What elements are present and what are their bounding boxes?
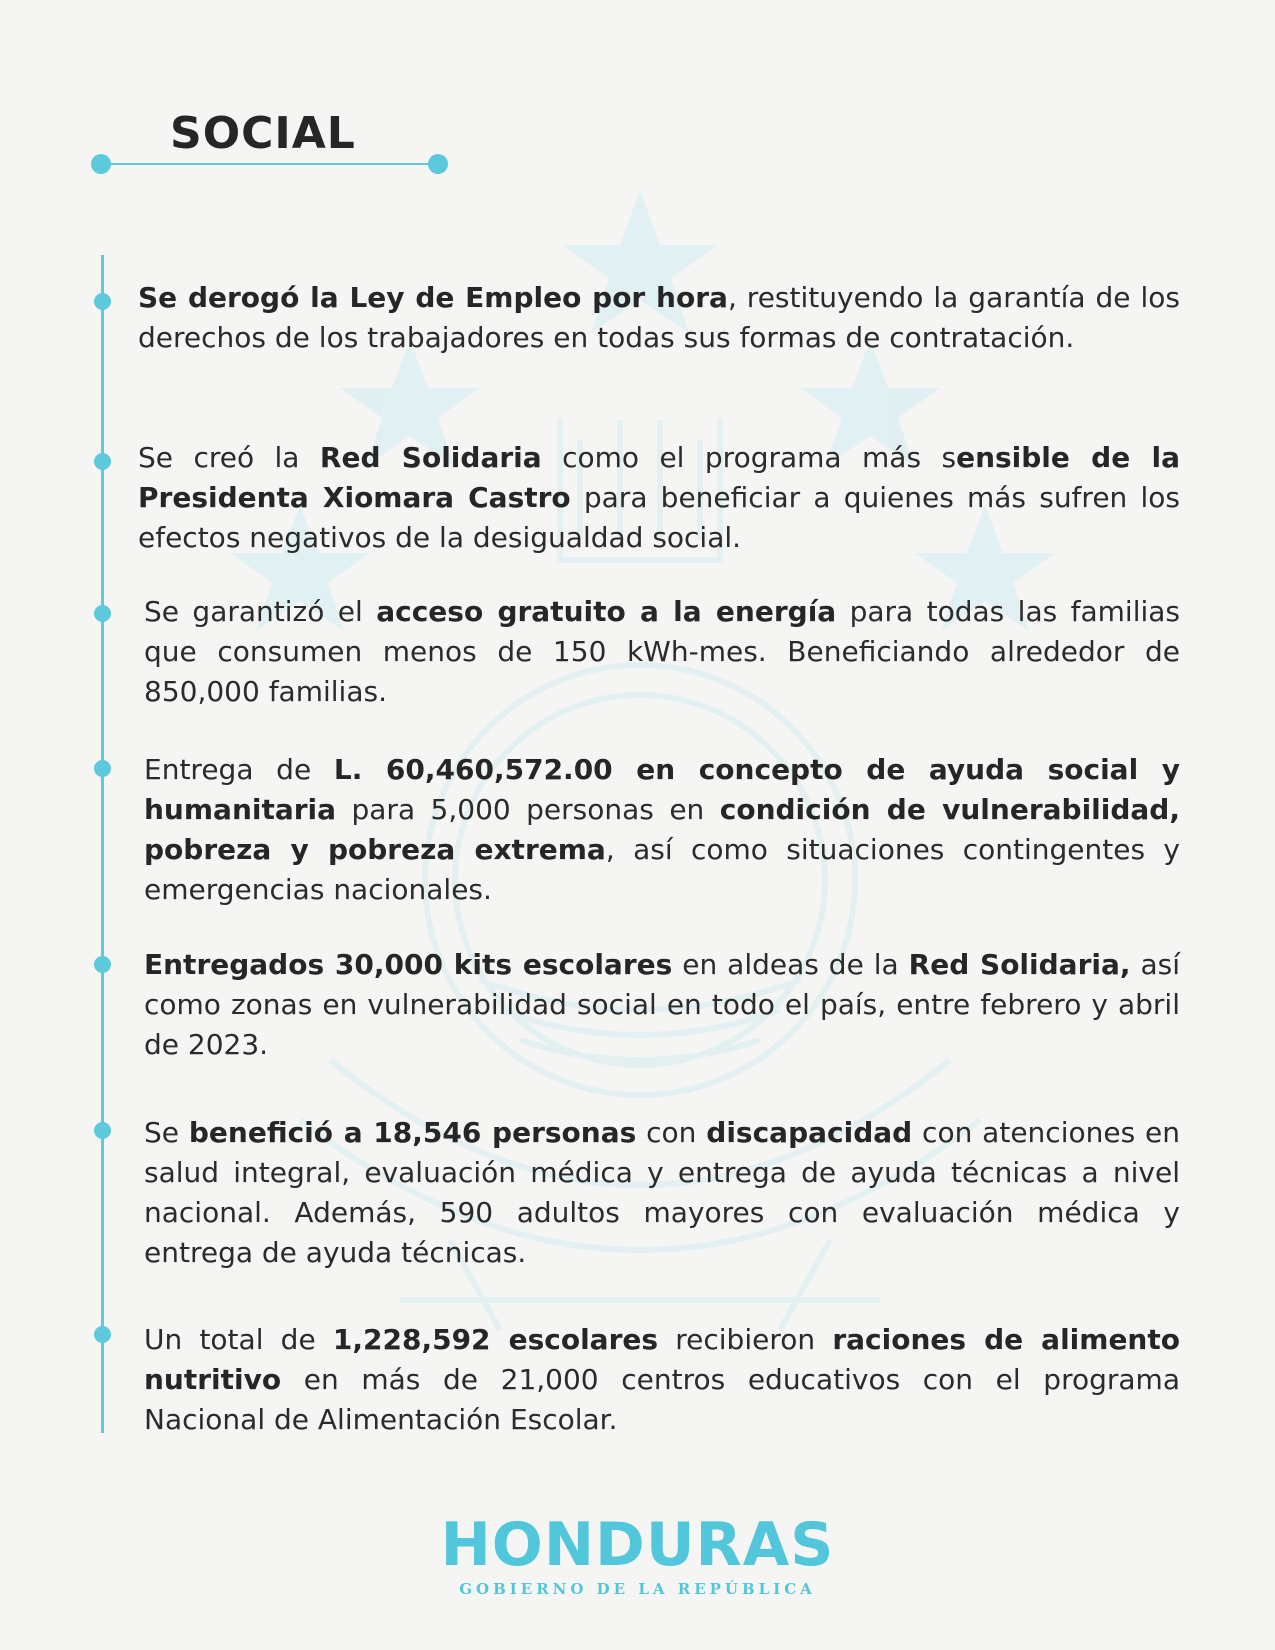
list-item: [144, 945, 1180, 1065]
bullet-dot-icon: [94, 293, 111, 310]
body-text: recibieron: [658, 1323, 833, 1356]
highlight-text: Entregados 30,000 kits escolares: [144, 948, 673, 981]
body-text: con atenciones en salud integral, evaluación médica y entrega de ayuda técnicas a nivel nacional. Además, 590 adultos mayores con evaluación médica y entrega de ayuda técnicas.: [144, 1116, 1180, 1269]
honduras-logo: HONDURAS: [440, 1510, 835, 1580]
highlight-text: acceso gratuito a la energía: [376, 595, 837, 628]
list-item: [144, 1113, 1180, 1273]
body-text: para todas las familias que consumen menos de 150 kWh-mes. Beneficiando alrededor de 850,000 familias.: [144, 595, 1180, 708]
highlight-text: ensible de la Presidenta Xiomara Castro: [138, 441, 1180, 514]
list-item: [144, 1320, 1180, 1440]
body-text: como el programa más s: [541, 441, 957, 474]
body-text: en aldeas de la: [672, 948, 909, 981]
highlight-text: condición de vulnerabilidad, pobreza y pobreza extrema: [144, 793, 1180, 866]
bullet-dot-icon: [94, 605, 111, 622]
list-item: [138, 438, 1180, 558]
page-title: SOCIAL: [170, 108, 356, 159]
highlight-text: Se derogó la Ley de Empleo por hora: [138, 281, 728, 314]
body-text: para beneficiar a quienes más sufren los efectos negativos de la desigualdad social.: [138, 481, 1180, 554]
bullet-dot-icon: [94, 453, 111, 470]
highlight-text: Red Solidaria: [319, 441, 542, 474]
body-text: Un total de: [144, 1323, 333, 1356]
list-item: [138, 278, 1180, 358]
timeline-line: [101, 255, 104, 1433]
highlight-text: benefició a 18,546 personas: [188, 1116, 637, 1149]
highlight-text: 1,228,592 escolares: [332, 1323, 659, 1356]
highlight-text: L. 60,460,572.00 en concepto de ayuda social y humanitaria: [144, 753, 1180, 826]
body-text: , restituyendo la garantía de los derechos de los trabajadores en todas sus formas de contratación.: [138, 281, 1180, 354]
body-text: , así como situaciones contingentes y emergencias nacionales.: [144, 833, 1181, 906]
bullet-dot-icon: [94, 760, 111, 777]
list-item: [144, 750, 1180, 910]
bullet-dot-icon: [94, 1326, 111, 1343]
title-underline-decoration: [90, 150, 450, 178]
list-item: [144, 592, 1180, 712]
bullet-dot-icon: [94, 1122, 111, 1139]
body-text: Se: [144, 1116, 189, 1149]
government-subtitle: GOBIERNO DE LA REPÚBLICA: [459, 1580, 816, 1598]
body-text: Se garantizó el: [144, 595, 377, 628]
highlight-text: Red Solidaria,: [908, 948, 1131, 981]
body-text: en más de 21,000 centros educativos con el programa Nacional de Alimentación Escolar.: [144, 1363, 1180, 1436]
highlight-text: raciones de alimento nutritivo: [144, 1323, 1180, 1396]
body-text: Entrega de: [144, 753, 334, 786]
highlight-text: discapacidad: [706, 1116, 913, 1149]
body-text: para 5,000 personas en: [336, 793, 720, 826]
body-text: con: [636, 1116, 707, 1149]
bullet-dot-icon: [94, 956, 111, 973]
body-text: así como zonas en vulnerabilidad social en todo el país, entre febrero y abril de 2023.: [144, 948, 1180, 1061]
body-text: Se creó la: [138, 441, 320, 474]
